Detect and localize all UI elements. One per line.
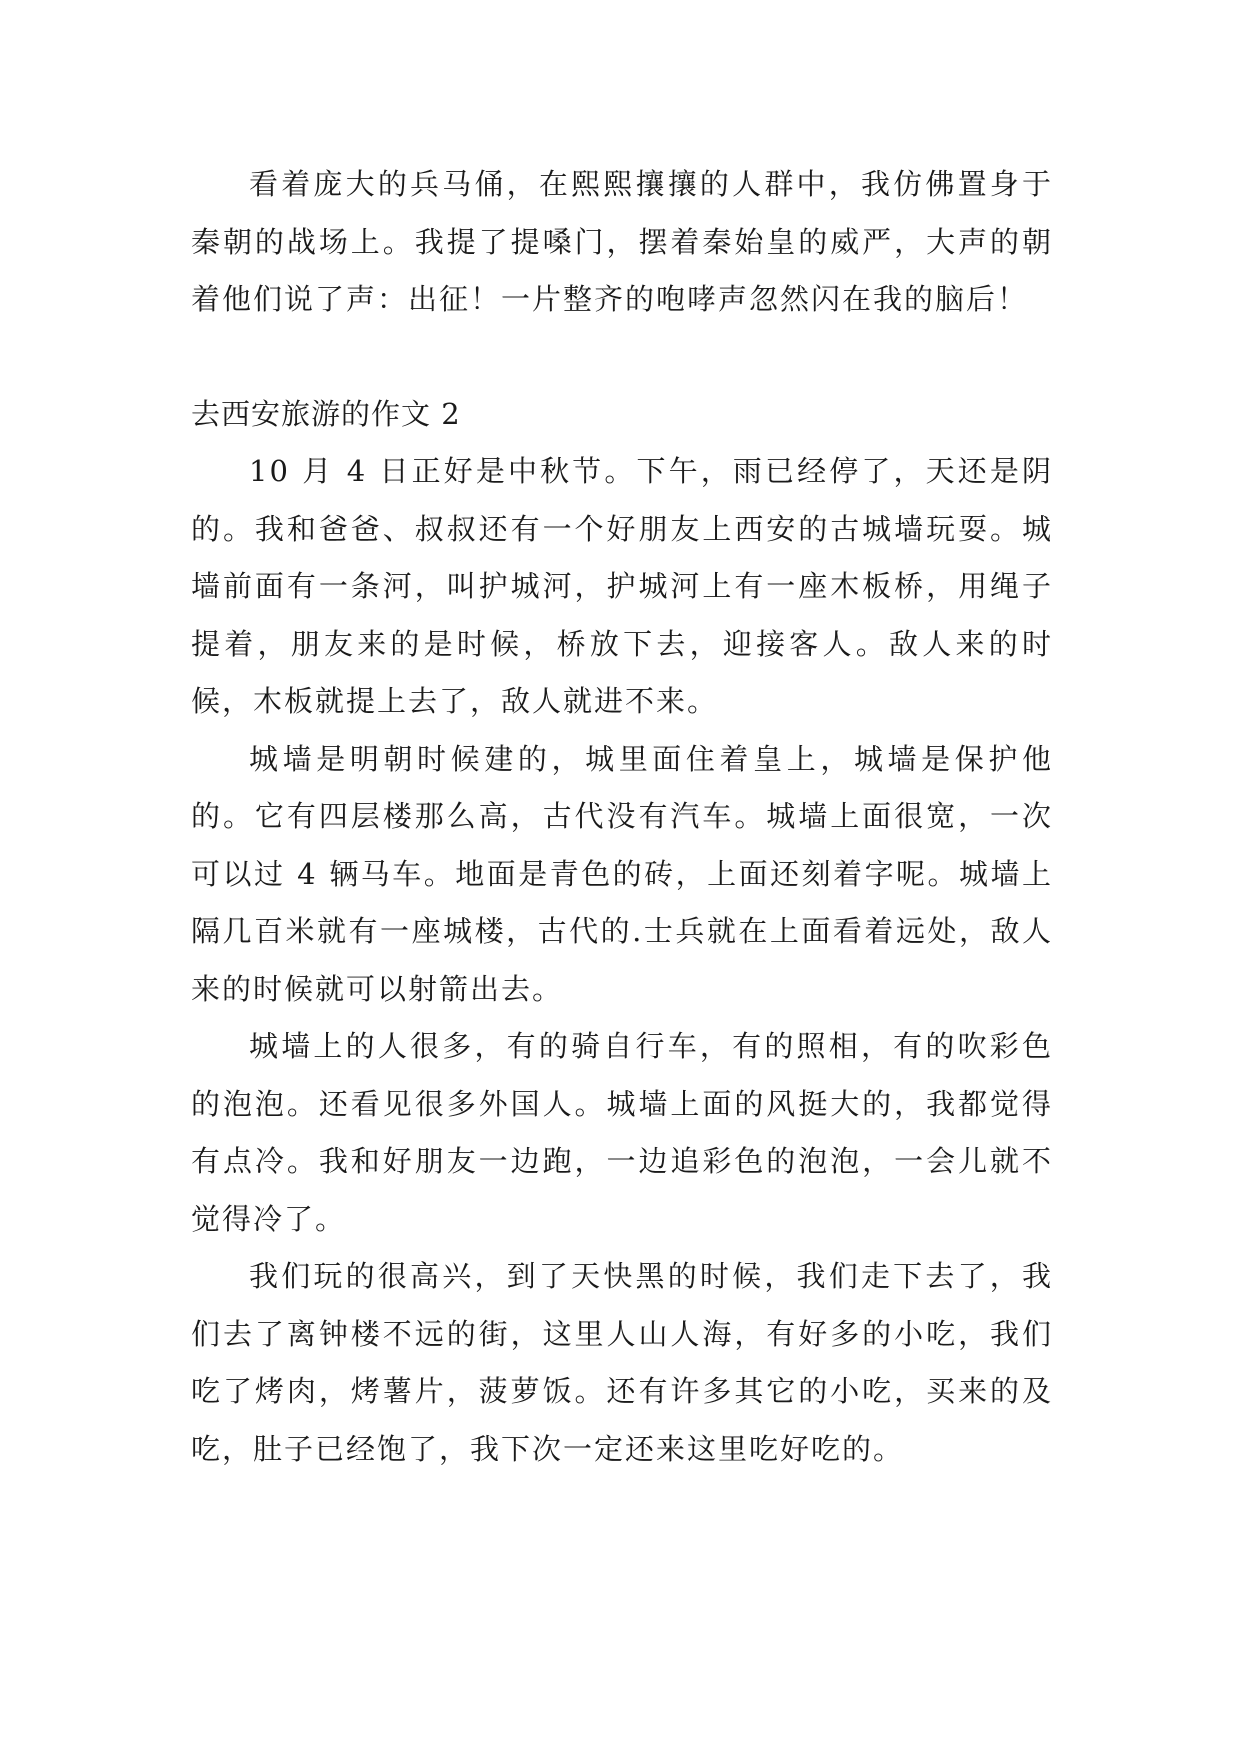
paragraph-people-on-wall: 城墙上的人很多，有的骑自行车，有的照相，有的吹彩色的泡泡。还看见很多外国人。城墙上面的风挺大的，我都觉得有点冷。我和好朋友一边跑，一边追彩色的泡泡，一会儿就不觉得冷了。 xyxy=(191,1029,1053,1236)
section-title: 去西安旅游的作文 2 xyxy=(191,396,461,431)
paragraph-spacer xyxy=(191,329,1053,386)
document-body xyxy=(191,156,1053,1478)
paragraph-terracotta-warriors: 看着庞大的兵马俑，在熙熙攘攘的人群中，我仿佛置身于秦朝的战场上。我提了提嗓门，摆着秦始皇的威严，大声的朝着他们说了声：出征！一片整齐的咆哮声忽然闪在我的脑后！ xyxy=(191,167,1053,316)
paragraph-food-street: 我们玩的很高兴，到了天快黑的时候，我们走下去了，我们去了离钟楼不远的街，这里人山人海，有好多的小吃，我们吃了烤肉，烤薯片，菠萝饭。还有许多其它的小吃，买来的及吃，肚子已经饱了，我下次一定还来这里吃好吃的。 xyxy=(191,1259,1053,1466)
paragraph-ming-dynasty-wall: 城墙是明朝时候建的，城里面住着皇上，城墙是保护他的。它有四层楼那么高，古代没有汽车。城墙上面很宽，一次可以过 4 辆马车。地面是青色的砖，上面还刻着字呢。城墙上隔几百米就有一座城楼，古代的.士兵就在上面看着远处，敌人来的时候就可以射箭出去。 xyxy=(191,741,1053,1006)
paragraph-mid-autumn-city-wall: 10 月 4 日正好是中秋节。下午，雨已经停了，天还是阴的。我和爸爸、叔叔还有一个好朋友上西安的古城墙玩耍。城墙前面有一条河，叫护城河，护城河上有一座木板桥，用绳子提着，朋友来的是时候，桥放下去，迎接客人。敌人来的时候，木板就提上去了，敌人就进不来。 xyxy=(191,454,1053,718)
